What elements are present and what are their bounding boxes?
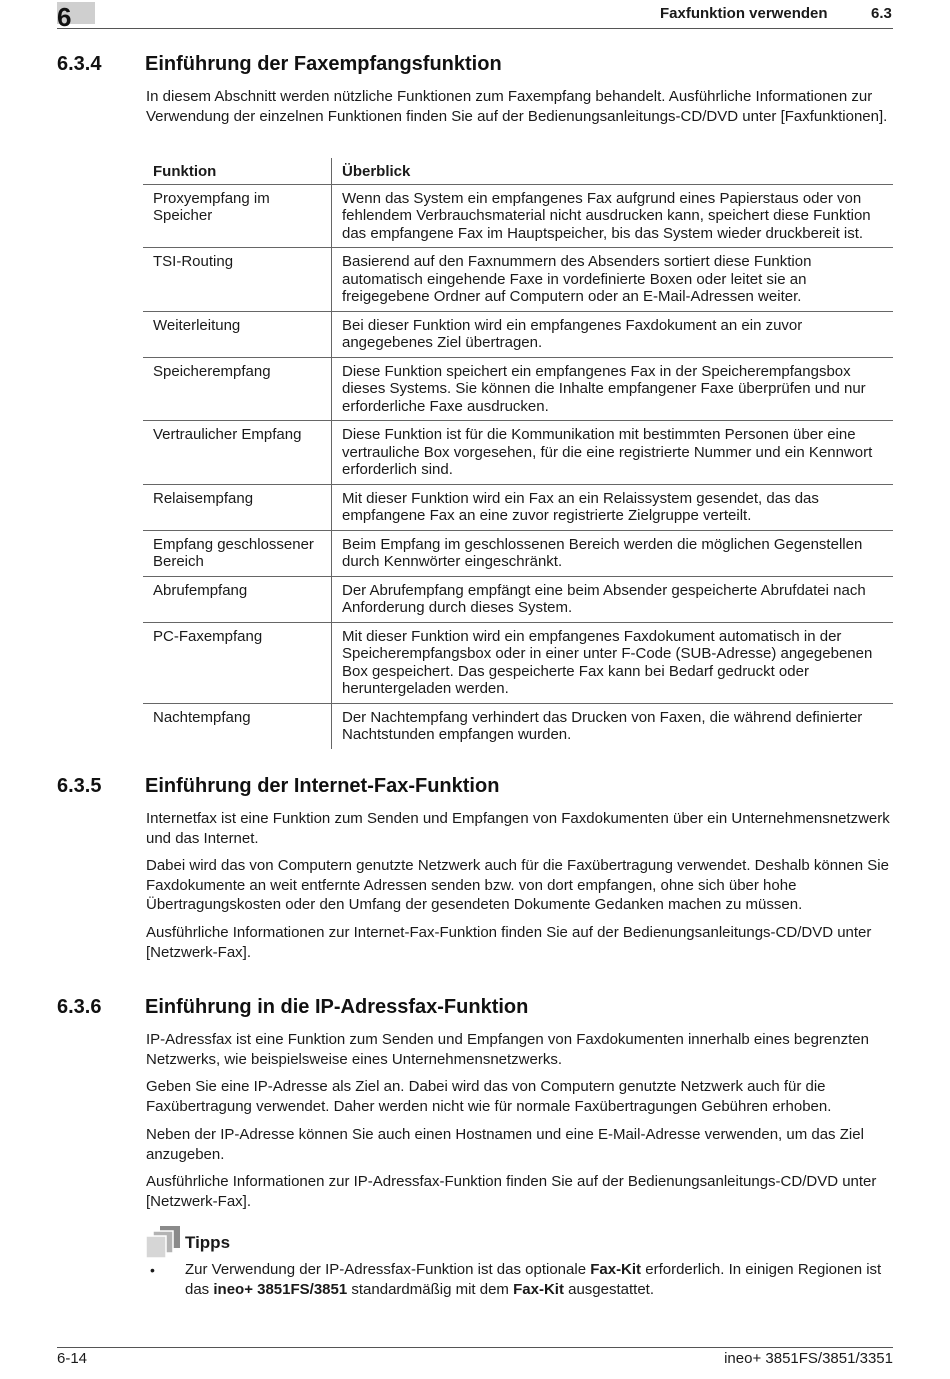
paragraph: Dabei wird das von Computern genutzte Netzwerk auch für die Faxübertragung verwendet. Deshalb können Sie Faxdokumente an weit entfernte Adressen senden bzw. von dort empfangen, ohne sich über hohe Übertragungskosten oder den Umfang der gesendeten Dokumente Gedanken machen zu müssen.	[146, 857, 889, 913]
table-cell-ueberblick: Basierend auf den Faxnummern des Absenders sortiert diese Funktion automatisch eingehende Faxe in vordefinierte Boxen oder leitet sie an freigegebene Ordner auf Computern oder an E-Mail-Adressen weiter.	[332, 248, 894, 312]
table-cell-funktion: Abrufempfang	[143, 576, 332, 622]
table-cell-funktion: Proxyempfang im Speicher	[143, 184, 332, 248]
section-intro: In diesem Abschnitt werden nützliche Funktionen zum Faxempfang behandelt. Ausführliche Informationen zur Verwendung der einzelnen Funktionen finden Sie auf der Bedienungsanleitungs-CD/DVD unter [Faxfunktionen].	[146, 88, 888, 125]
table-cell-ueberblick: Diese Funktion ist für die Kommunikation mit bestimmten Personen über eine vertrauliche Box vorgesehen, für die eine registrierte Nummer und ein Kennwort erforderlich sind.	[332, 421, 894, 485]
tips-bold-fax-kit: Fax-Kit	[513, 1280, 564, 1298]
tips-pages-icon	[146, 1226, 182, 1258]
table-row	[143, 311, 893, 357]
footer-divider	[57, 1347, 893, 1348]
header-title: Faxfunktion verwenden	[660, 5, 828, 22]
tips-bold-fax-kit: Fax-Kit	[590, 1261, 642, 1278]
chapter-number: 6	[57, 2, 72, 32]
table-cell-ueberblick: Der Nachtempfang verhindert das Drucken von Faxen, die während definierter Nachtstunden empfangen wurden.	[342, 708, 863, 743]
section-heading-635	[57, 773, 499, 799]
table-row	[143, 421, 893, 485]
column-header-ueberblick: Überblick	[332, 158, 894, 184]
section-title: Einführung in die IP-Adressfax-Funktion	[145, 996, 529, 1018]
table-cell-funktion: Speicherempfang	[143, 357, 332, 421]
table-cell-ueberblick: Mit dieser Funktion wird ein Fax an ein Relaissystem gesendet, das das empfangene Fax an eine zuvor registrierte Zielgruppe verteilt.	[332, 484, 894, 530]
tips-text	[185, 1260, 895, 1299]
tips-bold-model: ineo+ 3851FS/3851	[213, 1280, 348, 1298]
table-cell-ueberblick: Beim Empfang im geschlossenen Bereich werden die möglichen Gegenstellen durch Kennwörter eingeschränkt.	[332, 530, 894, 576]
table-row	[143, 248, 893, 312]
table-cell-ueberblick: Mit dieser Funktion wird ein empfangenes Faxdokument automatisch in der Speicherempfangsbox oder in einer unter F-Code (SUB-Adresse) angegebenen Box gespeichert. Das gespeicherte Fax kann bei Bedarf gedruckt oder heruntergeladen werden.	[332, 622, 894, 703]
table-cell-ueberblick: Der Abrufempfang empfängt eine beim Absender gespeicherte Abrufdatei nach Anforderung durch dieses System.	[332, 576, 894, 622]
header-divider	[57, 28, 893, 29]
table-header-row	[143, 158, 893, 184]
table-row	[143, 184, 893, 248]
table-cell-funktion: Relaisempfang	[143, 484, 332, 530]
table-cell-funktion: PC-Faxempfang	[143, 622, 332, 703]
section-title: Einführung der Internet-Fax-Funktion	[145, 775, 500, 797]
bullet-icon: •	[150, 1262, 155, 1278]
table-cell-ueberblick: Bei dieser Funktion wird ein empfangenes Faxdokument an ein zuvor angegebenes Ziel übertragen.	[332, 311, 894, 357]
table-row	[143, 576, 893, 622]
section-number: 6.3.6	[57, 996, 102, 1018]
table-cell-funktion: Weiterleitung	[143, 311, 332, 357]
paragraph: Neben der IP-Adresse können Sie auch einen Hostnamen und eine E-Mail-Adresse verwenden, um das Ziel anzugeben.	[146, 1126, 864, 1163]
tips-text-part: Zur Verwendung der IP-Adressfax-Funktion ist das optionale	[185, 1261, 591, 1278]
column-header-funktion: Funktion	[143, 158, 332, 184]
table-row	[143, 703, 893, 749]
section-number: 6.3.4	[57, 53, 102, 75]
table-cell-ueberblick: Diese Funktion speichert ein empfangenes Fax in der Speicherempfangsbox dieses Systems. Sie können die Inhalte empfangener Faxe überprüfen und nur erforderliche Faxe ausdrucken.	[332, 357, 894, 421]
tips-text-part: ausgestattet.	[563, 1280, 655, 1298]
footer-page-number: 6-14	[57, 1350, 88, 1367]
table-cell-funktion: Nachtempfang	[143, 703, 332, 749]
table-row	[143, 357, 893, 421]
section-heading-636	[57, 994, 528, 1020]
table-cell-ueberblick: Wenn das System ein empfangenes Fax aufgrund eines Papierstaus oder von fehlendem Verbrauchsmaterial nicht ausdrucken kann, speichert diese Funktion das empfangene Fax im Hauptspeicher, bis das System wieder druckbereit ist.	[332, 184, 894, 248]
table-cell-funktion: TSI-Routing	[143, 248, 332, 312]
section-title: Einführung der Faxempfangsfunktion	[145, 53, 502, 75]
section-number: 6.3.5	[57, 775, 102, 797]
footer-product-name: ineo+ 3851FS/3851/3351	[724, 1350, 893, 1367]
function-table	[143, 158, 893, 749]
paragraph: Internetfax ist eine Funktion zum Senden und Empfangen von Faxdokumenten über ein Unternehmensnetzwerk und das Internet.	[146, 810, 890, 847]
table-cell-funktion: Empfang geschlossener Bereich	[143, 530, 332, 576]
paragraph: IP-Adressfax ist eine Funktion zum Senden und Empfangen von Faxdokumenten innerhalb eines begrenzten Netzwerks, wie beispielsweise eines Unternehmensnetzwerks.	[146, 1031, 869, 1068]
tips-text-part: standardmäßig mit dem	[347, 1280, 514, 1298]
tips-title: Tipps	[185, 1233, 231, 1252]
table-row	[143, 622, 893, 703]
table-row	[143, 484, 893, 530]
table-cell-funktion: Vertraulicher Empfang	[143, 421, 332, 485]
paragraph: Ausführliche Informationen zur IP-Adressfax-Funktion finden Sie auf der Bedienungsanleitungs-CD/DVD unter [Netzwerk-Fax].	[146, 1173, 877, 1210]
section-heading-634	[57, 51, 502, 77]
table-row	[143, 530, 893, 576]
tips-text-part: erforderlich. In einigen Regionen ist das	[185, 1261, 882, 1298]
paragraph: Geben Sie eine IP-Adresse als Ziel an. Dabei wird das von Computern genutzte Netzwerk auch für die Faxübertragung verwendet. Daher werden nicht wie für normale Faxübertragungen Gebühren erhoben.	[146, 1078, 832, 1115]
paragraph: Ausführliche Informationen zur Internet-Fax-Funktion finden Sie auf der Bedienungsanleitungs-CD/DVD unter [Netzwerk-Fax].	[146, 924, 872, 961]
header-section: 6.3	[871, 5, 892, 22]
